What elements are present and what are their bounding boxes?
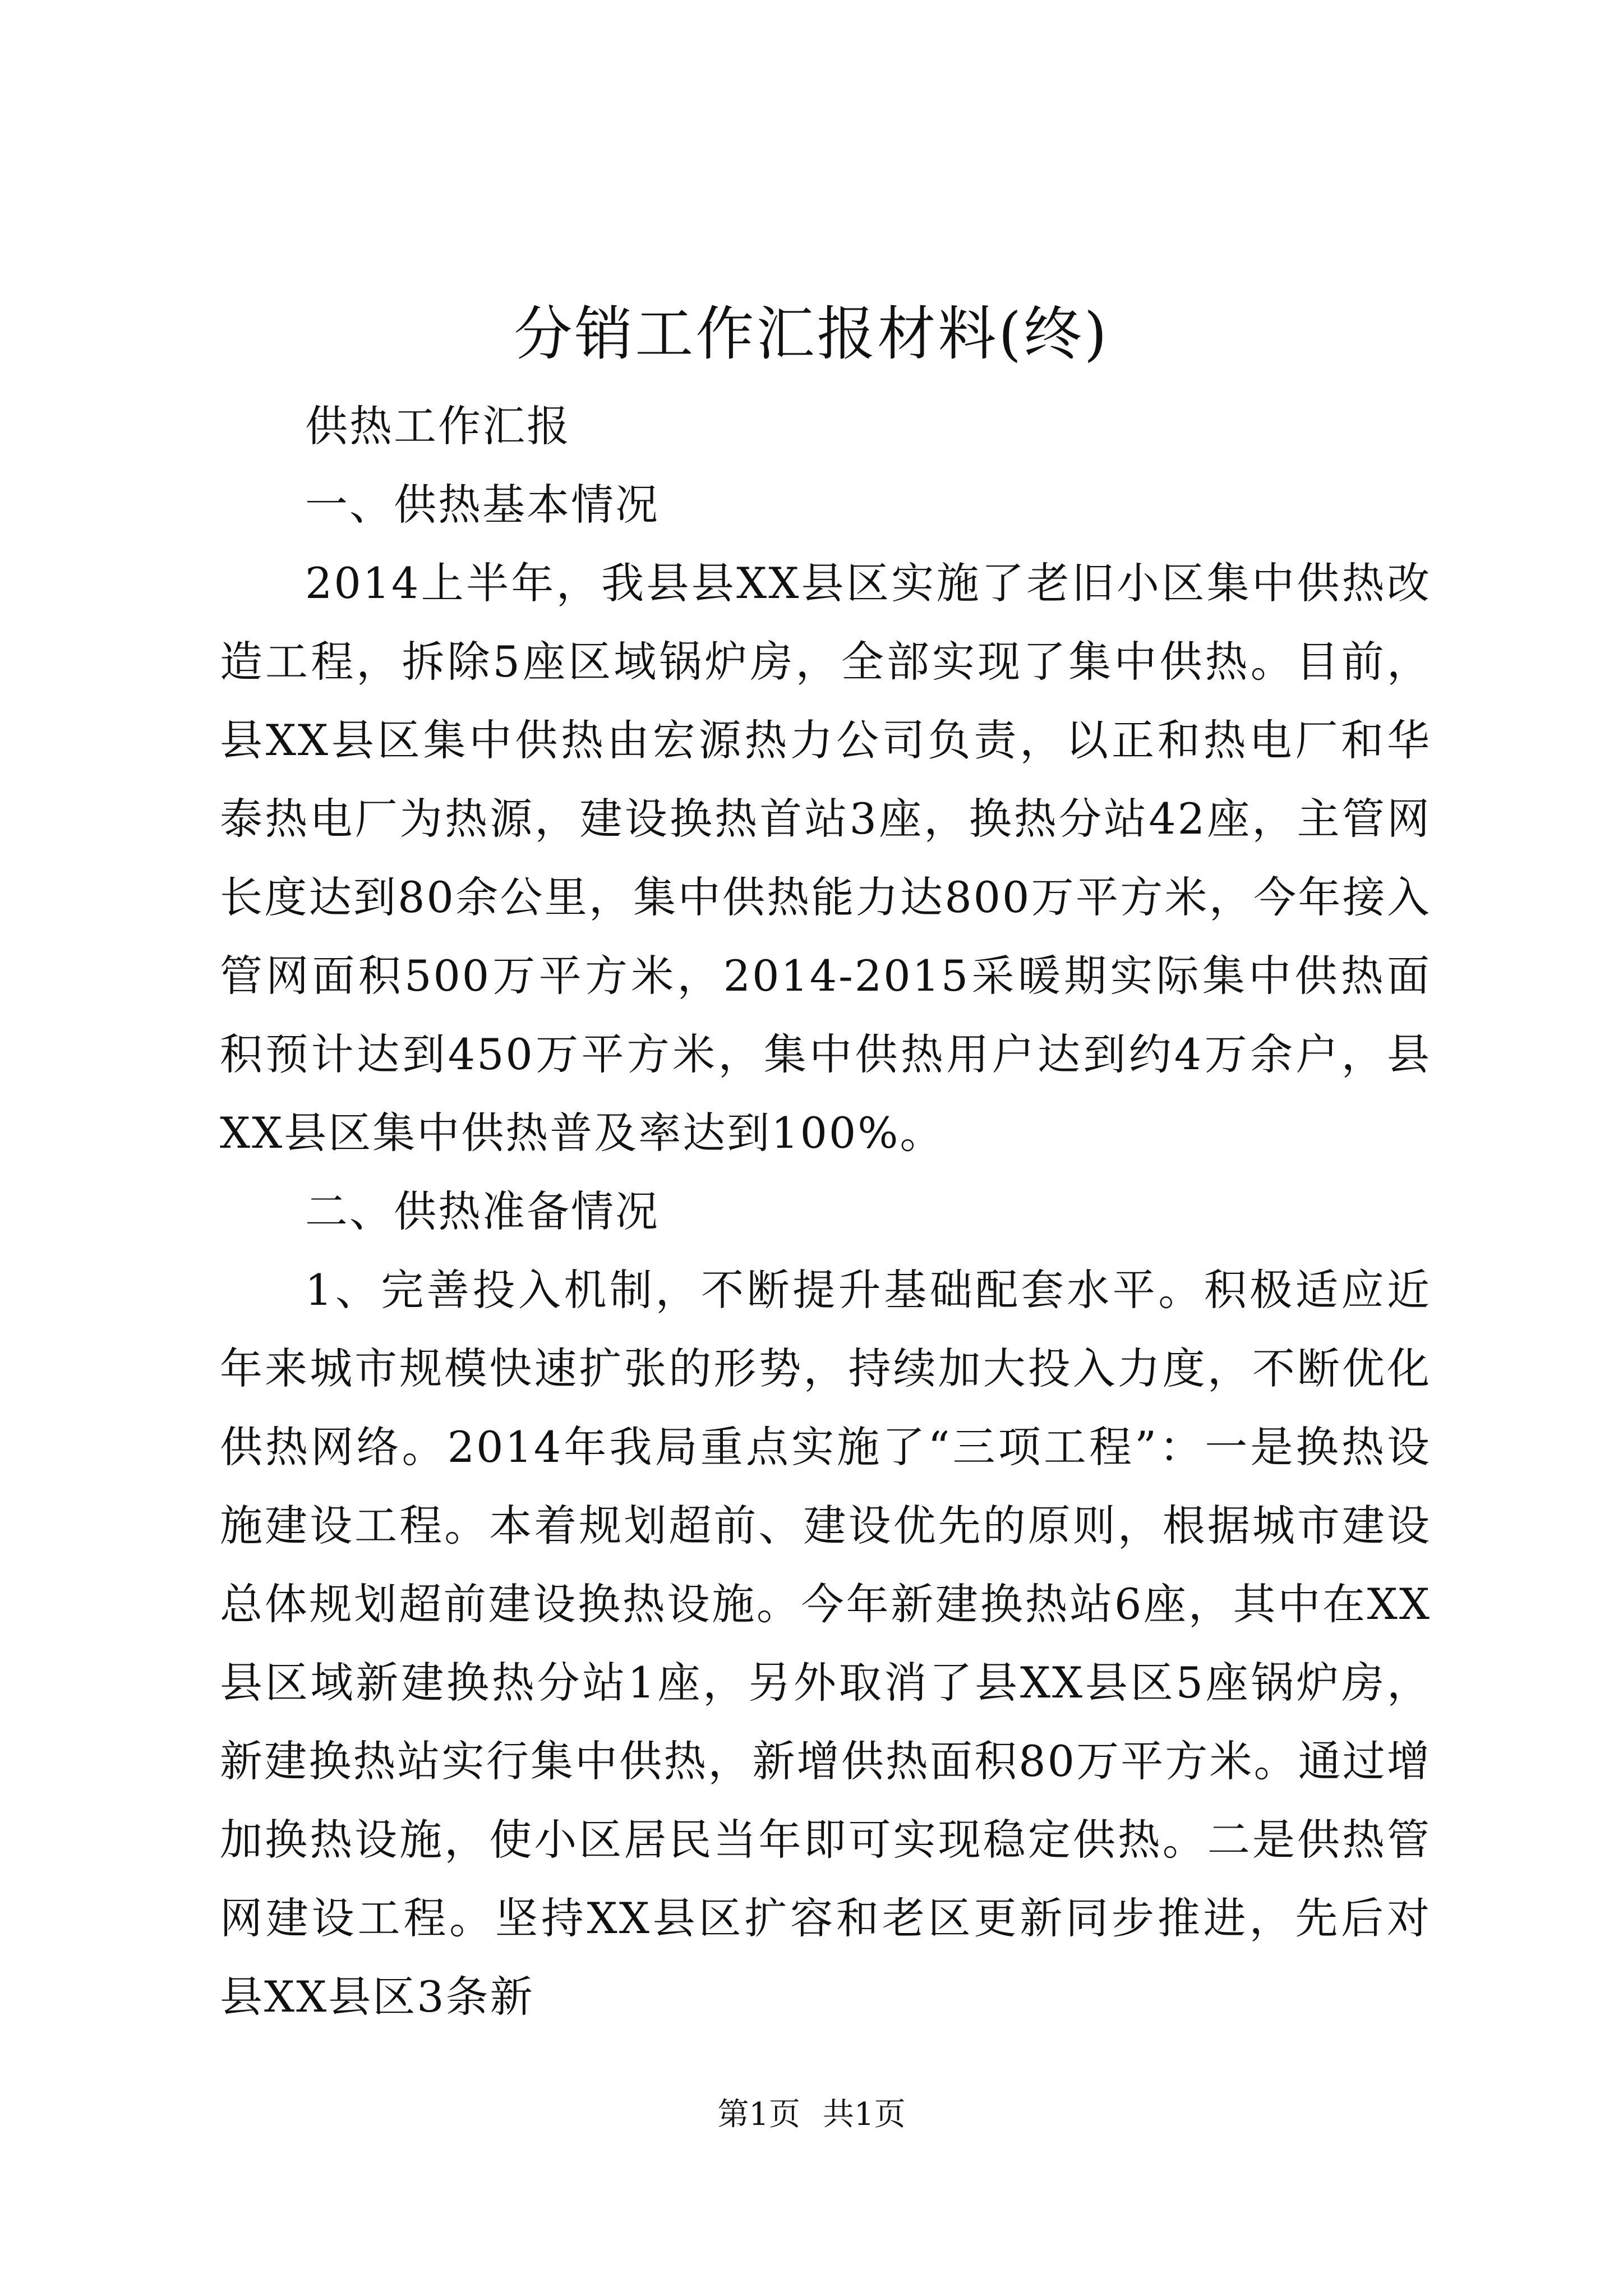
paragraph-investment-mechanism: 1、完善投入机制，不断提升基础配套水平。积极适应近年来城市规模快速扩张的形势，持续加大投入力度，不断优化供热网络。2014年我局重点实施了“三项工程”：一是换热设施建设工程。本着规划超前、建设优先的原则，根据城市建设总体规划超前建设换热设施。今年新建换热站6座，其中在XX县区域新建换热分站1座，另外取消了县XX县区5座锅炉房，新建换热站实行集中供热，新增供热面积80万平方米。通过增加换热设施，使小区居民当年即可实现稳定供热。二是供热管网建设工程。坚持XX县区扩容和老区更新同步推进，先后对县XX县区3条新 xyxy=(220,1265,1431,2022)
paragraph-section-heading: 供热工作汇报 xyxy=(305,401,571,451)
document-title: 分销工作汇报材料(终) xyxy=(514,300,1109,368)
paragraph-heading-basic: 一、供热基本情况 xyxy=(305,480,660,530)
page-footer xyxy=(0,2092,1623,2137)
page-total: 共1页 xyxy=(823,2096,906,2133)
paragraph-basic-situation: 2014上半年，我县县XX县区实施了老旧小区集中供热改造工程，拆除5座区域锅炉房，全部实现了集中供热。目前，县XX县区集中供热由宏源热力公司负责，以正和热电厂和华泰热电厂为热源，建设换热首站3座，换热分站42座，主管网长度达到80余公里，集中供热能力达800万平方米，今年接入管网面积500万平方米，2014-2015采暖期实际集中供热面积预计达到450万平方米，集中供热用户达到约4万余户，县XX县区集中供热普及率达到100%。 xyxy=(220,558,1431,1158)
page-number: 第1页 xyxy=(717,2096,800,2133)
document-body xyxy=(220,387,1431,2036)
paragraph-heading-preparation: 二、供热准备情况 xyxy=(305,1186,660,1236)
